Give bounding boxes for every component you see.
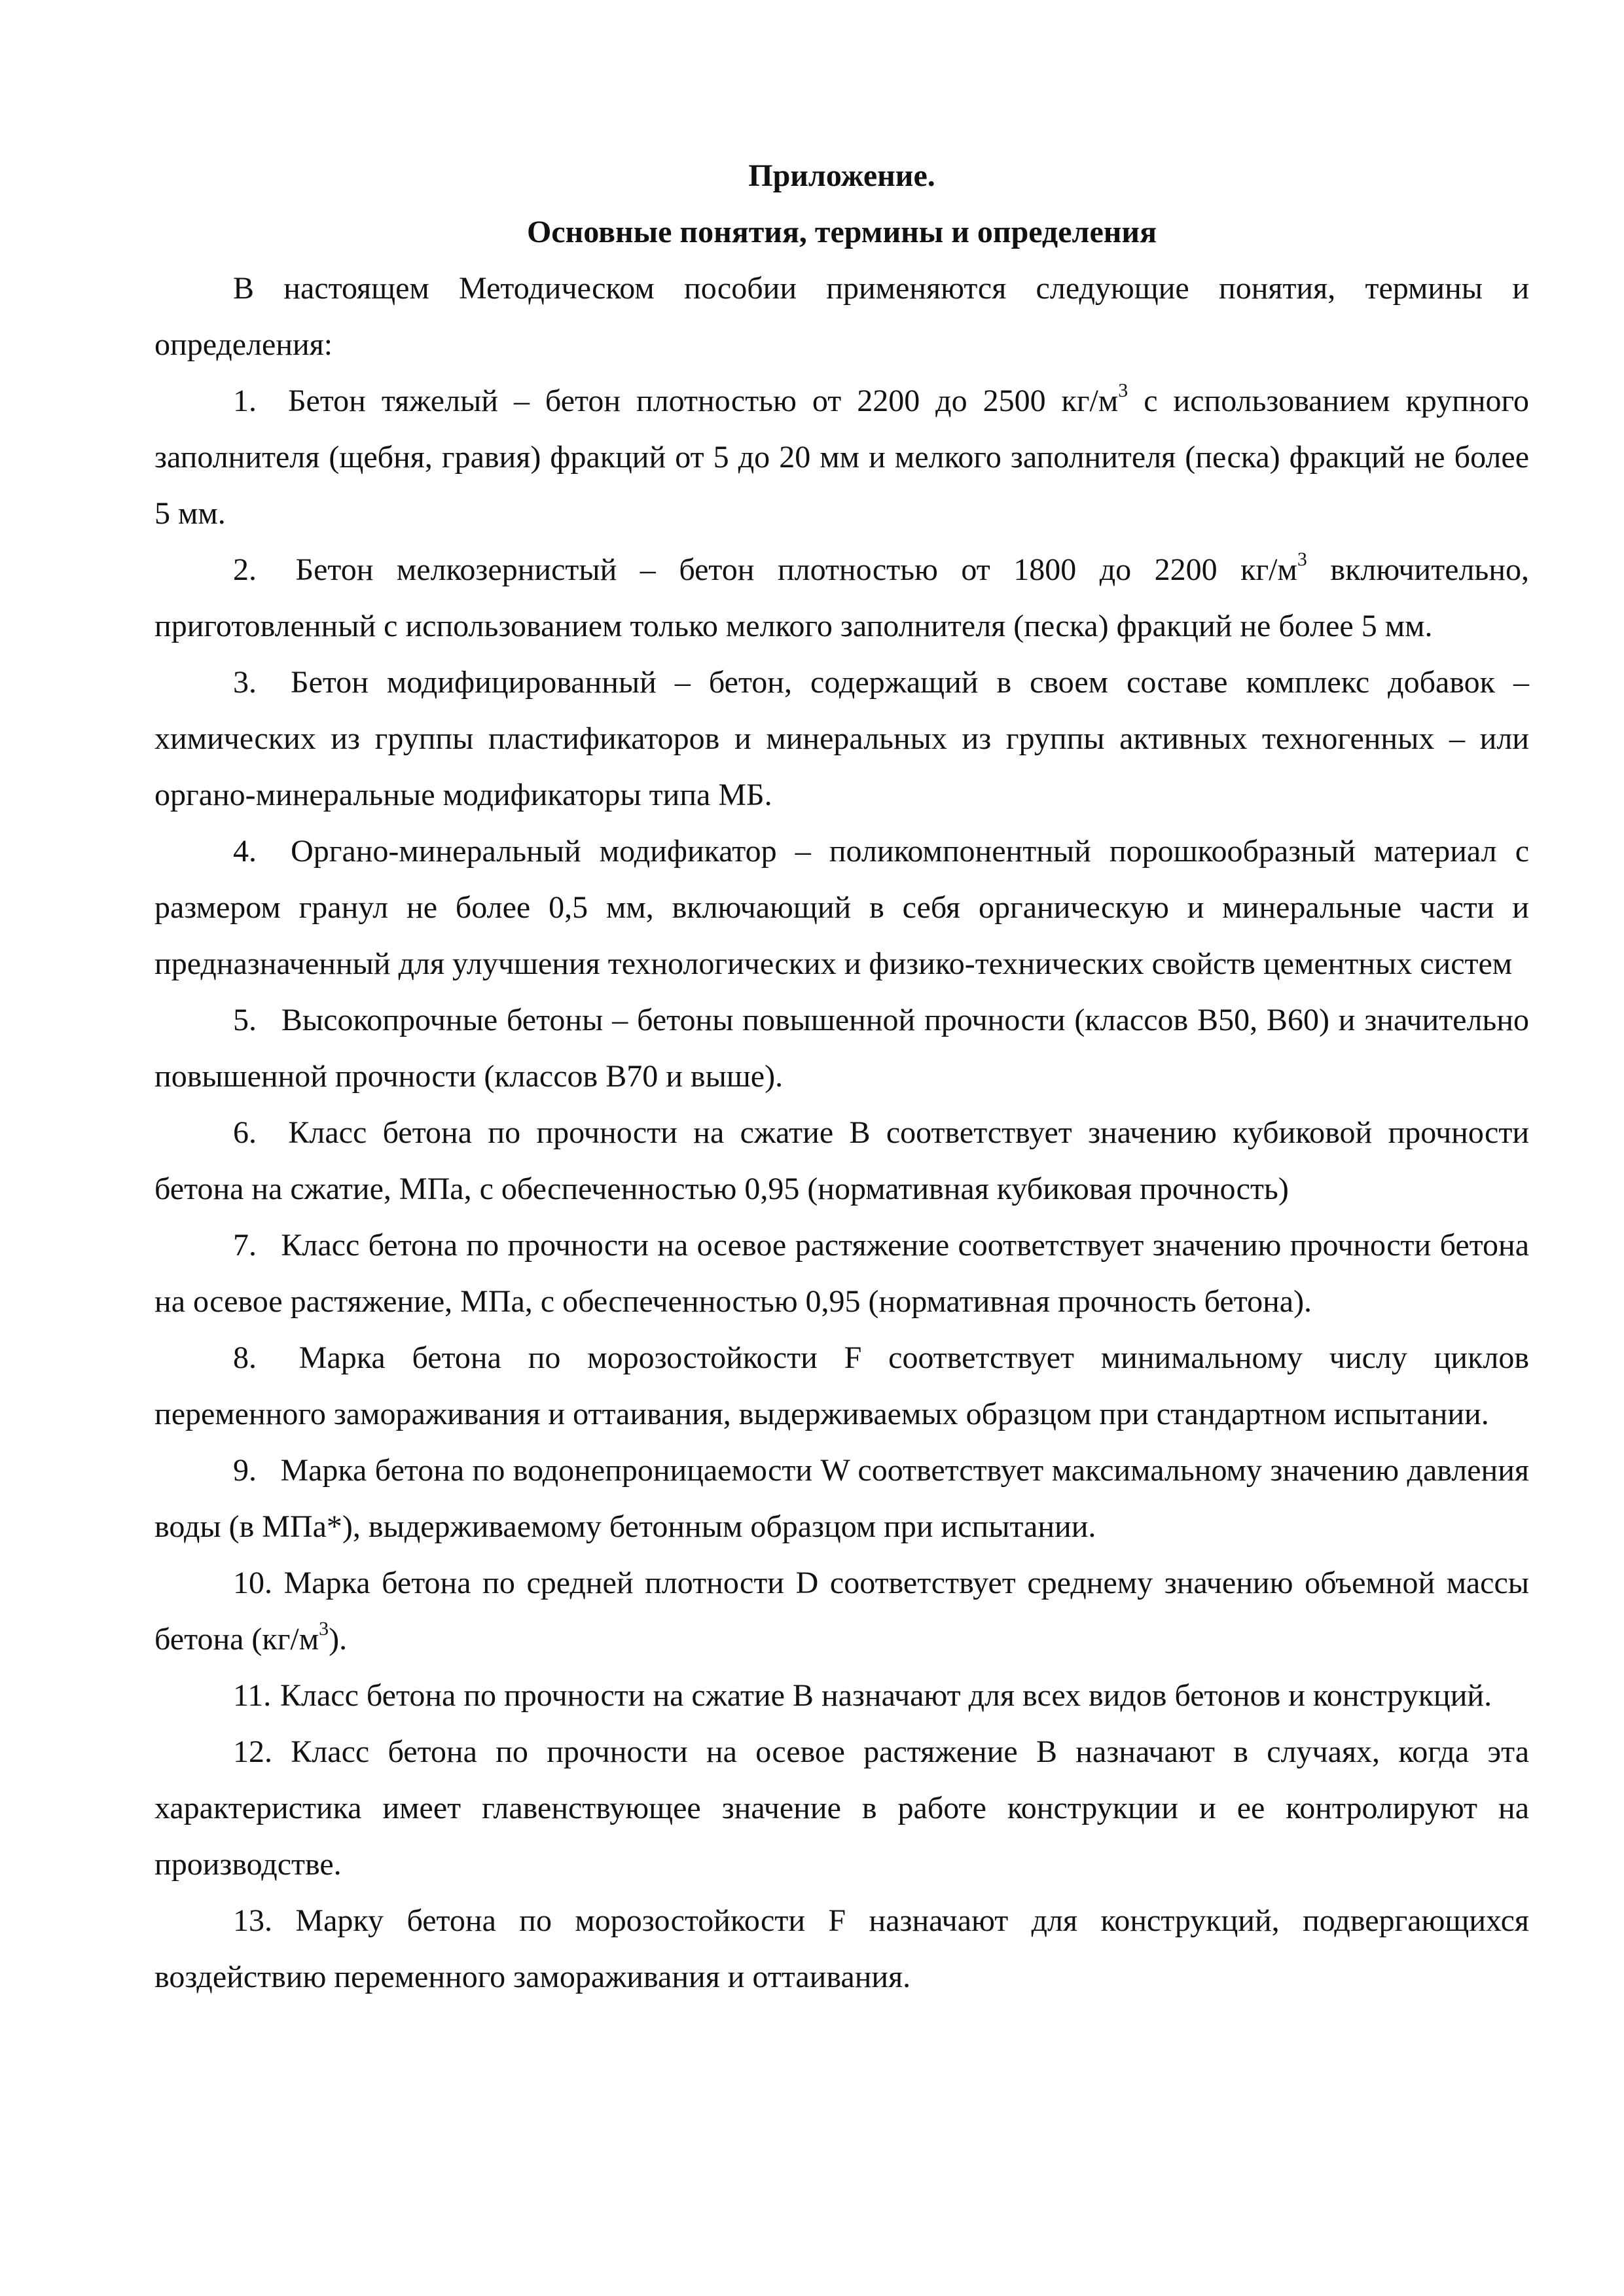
page-title: Приложение. bbox=[748, 158, 935, 193]
item-number: 12. bbox=[233, 1734, 272, 1769]
superscript: 3 bbox=[319, 1618, 329, 1640]
item-number: 13. bbox=[233, 1903, 272, 1938]
item-text: Класс бетона по прочности на осевое растяжение соответствует значению прочности бетона на осевое растяжение, МПа, с обеспеченностью 0,95 (нормативная прочность бетона). bbox=[154, 1228, 1529, 1319]
intro-paragraph: В настоящем Методическом пособии применяются следующие понятия, термины и определения: bbox=[154, 271, 1529, 362]
item-text-continued: включительно, приготовленный с использованием только мелкого заполнителя (песка) фракций не более 5 мм. bbox=[154, 552, 1530, 643]
item-text: Марку бетона по морозостойкости F назначают для конструкций, подвергающихся воздействию переменного замораживания и оттаивания. bbox=[154, 1903, 1529, 1994]
item-number: 10. bbox=[233, 1566, 272, 1600]
item-number: 11. bbox=[233, 1678, 272, 1713]
definition-item bbox=[154, 542, 1529, 655]
document-page bbox=[154, 148, 1529, 2005]
item-text: Марка бетона по средней плотности D соответствует среднему значению объемной массы бетона (кг/м bbox=[154, 1566, 1529, 1657]
superscript: 3 bbox=[1118, 380, 1128, 401]
definition-item bbox=[154, 1105, 1529, 1217]
definition-item bbox=[154, 1330, 1529, 1443]
item-text: Марка бетона по водонепроницаемости W соответствует максимальному значению давления воды (в МПа*), выдерживаемому бетонным образцом при испытании. bbox=[154, 1453, 1529, 1544]
superscript: 3 bbox=[1297, 548, 1307, 570]
definition-item bbox=[154, 1443, 1529, 1555]
item-text-continued: с использованием крупного заполнителя (щебня, гравия) фракций от 5 до 20 мм и мелкого заполнителя (песка) фракций не более 5 мм. bbox=[154, 384, 1529, 531]
item-text: Высокопрочные бетоны – бетоны повышенной прочности (классов В50, В60) и значительно повышенной прочности (классов В70 и выше). bbox=[154, 1003, 1529, 1094]
item-number: 7. bbox=[233, 1228, 257, 1263]
item-text: Класс бетона по прочности на осевое растяжение В назначают в случаях, когда эта характеристика имеет главенствующее значение в работе конструкции и ее контролируют на производстве. bbox=[154, 1734, 1529, 1882]
item-number: 4. bbox=[233, 834, 257, 869]
item-text: Бетон тяжелый – бетон плотностью от 2200 до 2500 кг/м bbox=[272, 384, 1119, 418]
item-text: Органо-минеральный модификатор – поликомпонентный порошкообразный материал с размером гранул не более 0,5 мм, включающий в себя органическую и минеральные части и предназначенный для улучшения технологических и физико-технических свойств цементных систем bbox=[154, 834, 1529, 981]
definition-item bbox=[154, 1555, 1529, 1668]
definitions-list bbox=[154, 373, 1529, 2005]
definition-item bbox=[154, 373, 1529, 542]
definition-item bbox=[154, 1668, 1529, 1724]
item-text: Марка бетона по морозостойкости F соответствует минимальному числу циклов переменного замораживания и оттаивания, выдерживаемых образцом при стандартном испытании. bbox=[154, 1340, 1529, 1431]
definition-item bbox=[154, 655, 1529, 823]
definition-item bbox=[154, 992, 1529, 1105]
item-number: 1. bbox=[233, 384, 257, 418]
item-number: 6. bbox=[233, 1115, 257, 1150]
definition-item bbox=[154, 1217, 1529, 1330]
definition-item bbox=[154, 1893, 1529, 2005]
item-text: Класс бетона по прочности на сжатие В назначают для всех видов бетонов и конструкций. bbox=[272, 1678, 1492, 1713]
item-number: 3. bbox=[233, 665, 257, 700]
item-number: 8. bbox=[233, 1340, 257, 1375]
item-text: Класс бетона по прочности на сжатие В соответствует значению кубиковой прочности бетона на сжатие, МПа, с обеспеченностью 0,95 (нормативная кубиковая прочность) bbox=[154, 1115, 1529, 1206]
definition-item bbox=[154, 1724, 1529, 1893]
item-text-continued: ). bbox=[329, 1622, 348, 1657]
item-number: 2. bbox=[233, 552, 257, 587]
item-number: 9. bbox=[233, 1453, 257, 1488]
item-number: 5. bbox=[233, 1003, 257, 1037]
item-text: Бетон мелкозернистый – бетон плотностью от 1800 до 2200 кг/м bbox=[272, 552, 1297, 587]
page-subtitle: Основные понятия, термины и определения bbox=[526, 215, 1157, 249]
definition-item bbox=[154, 823, 1529, 992]
item-text: Бетон модифицированный – бетон, содержащий в своем составе комплекс добавок – химических из группы пластификаторов и минеральных из группы активных техногенных – или органо-минеральные модификаторы типа МБ. bbox=[154, 665, 1529, 812]
